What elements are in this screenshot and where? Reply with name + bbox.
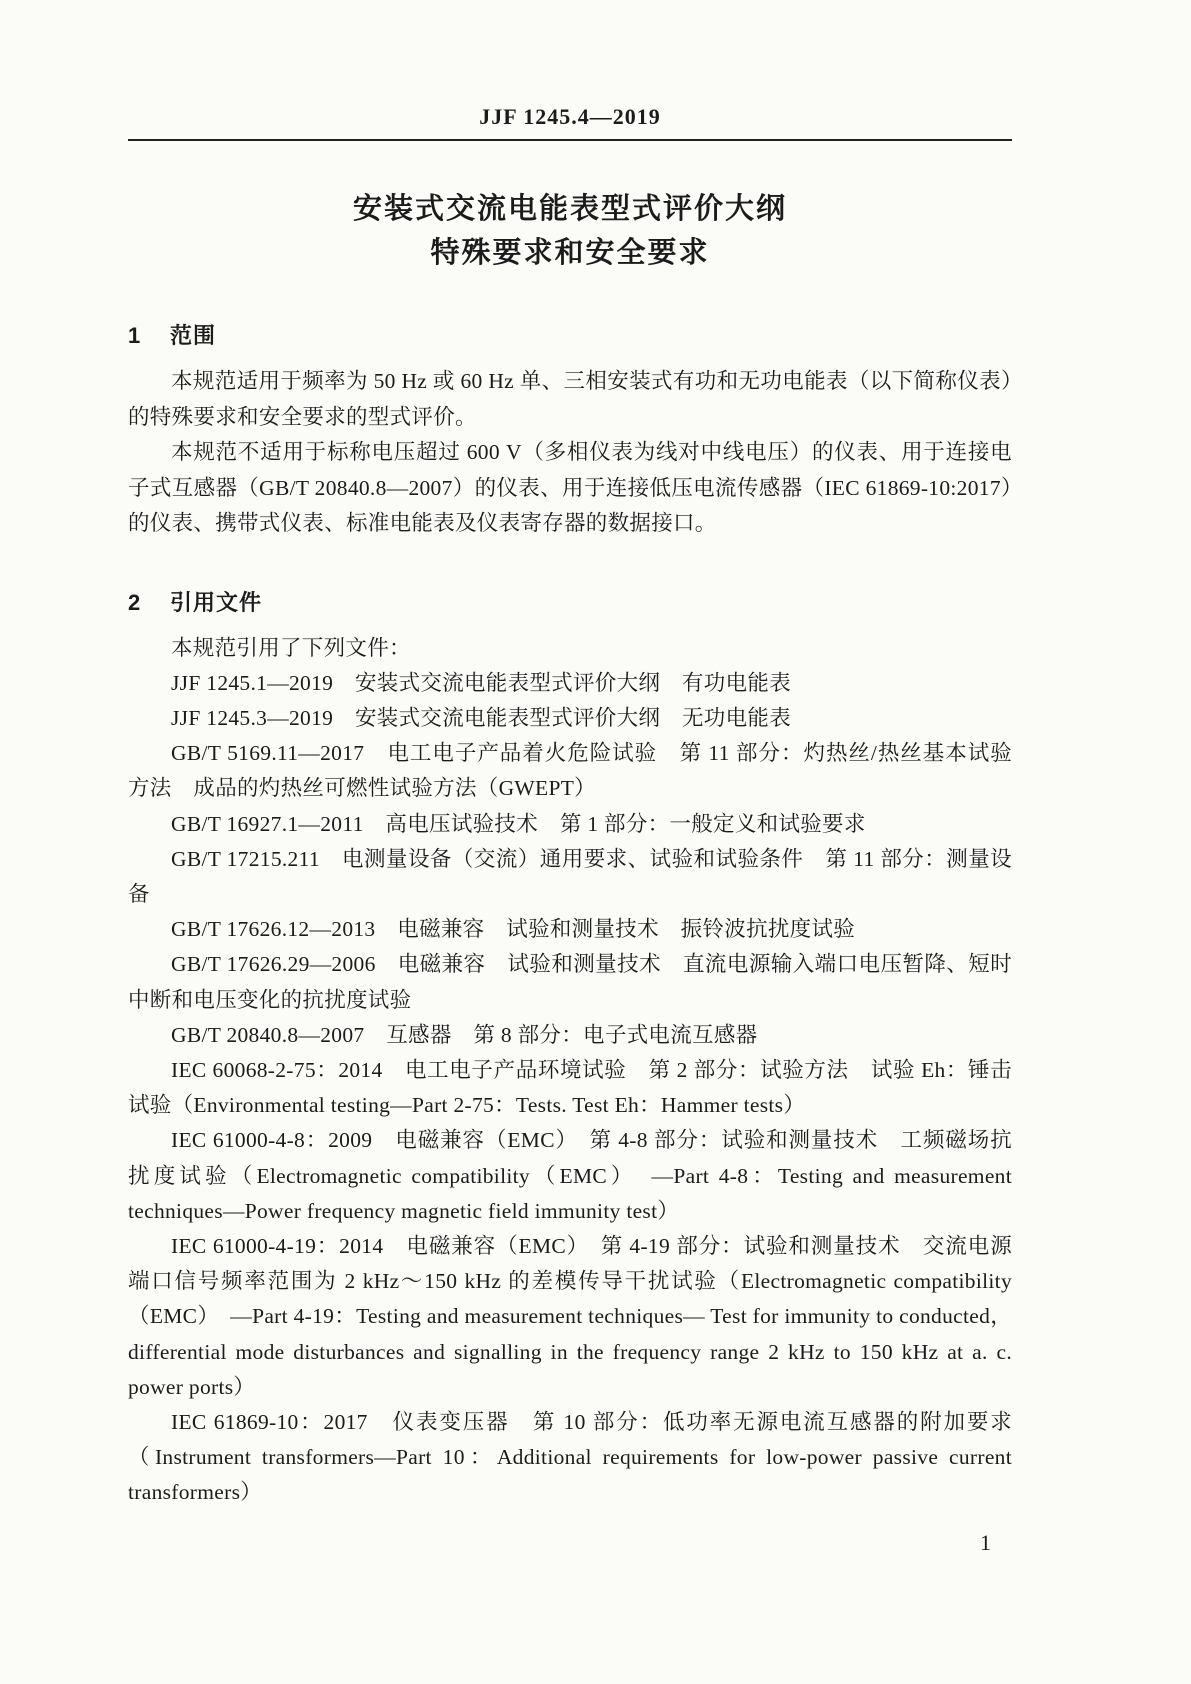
document-title-line1: 安装式交流电能表型式评价大纲 [352,193,787,225]
section-1-number: 1 [128,323,142,348]
reference-item: IEC 61000-4-19：2014 电磁兼容（EMC） 第 4-19 部分：试验和测量技术 交流电源端口信号频率范围为 2 kHz～150 kHz 的差模传导干扰试验（Electromagnetic compatibility（EMC） —Part 4-19：Testing and measurement techniques— Test for immunity to conducted，differential mode disturbances and signalling in the frequency range 2 kHz to 150 kHz at a. c. power ports） [128,1233,1012,1399]
scope-paragraph-2: 本规范不适用于标称电压超过 600 V（多相仪表为线对中线电压）的仪表、用于连接电子式互感器（GB/T 20840.8—2007）的仪表、用于连接低压电流传感器（IEC 61869-10:2017）的仪表、携带式仪表、标准电能表及仪表寄存器的数据接口。 [128,440,1012,535]
standard-number: JJF 1245.4—2019 [479,104,661,129]
reference-item: GB/T 17626.29—2006 电磁兼容 试验和测量技术 直流电源输入端口电压暂降、短时中断和电压变化的抗扰度试验 [128,952,1012,1012]
reference-item: GB/T 17215.211 电测量设备（交流）通用要求、试验和试验条件 第 11 部分：测量设备 [128,846,1012,906]
section-2-heading [128,586,1012,617]
reference-item: IEC 61000-4-8：2009 电磁兼容（EMC） 第 4-8 部分：试验和测量技术 工频磁场抗扰度试验（Electromagnetic compatibility（EMC） —Part 4-8：Testing and measurement techniques—Power frequency magnetic field immunity test） [128,1128,1012,1223]
reference-item: IEC 60068-2-75：2014 电工电子产品环境试验 第 2 部分：试验方法 试验 Eh：锤击试验（Environmental testing—Part 2-75：Tests. Test Eh：Hammer tests） [128,1057,1012,1118]
reference-item: JJF 1245.1—2019 安装式交流电能表型式评价大纲 有功电能表 [171,670,791,695]
reference-item: GB/T 17626.12—2013 电磁兼容 试验和测量技术 振铃波抗扰度试验 [171,917,856,942]
reference-item: GB/T 16927.1—2011 高电压试验技术 第 1 部分：一般定义和试验要求 [171,811,866,836]
document-page [128,0,1012,1511]
page-number: 1 [980,1530,991,1555]
section-2-title: 引用文件 [170,589,263,615]
reference-item: GB/T 5169.11—2017 电工电子产品着火危险试验 第 11 部分：灼热丝/热丝基本试验方法 成品的灼热丝可燃性试验方法（GWEPT） [128,741,1012,801]
scope-paragraph-1: 本规范适用于频率为 50 Hz 或 60 Hz 单、三相安装式有功和无功电能表（以下简称仪表）的特殊要求和安全要求的型式评价。 [128,369,1012,429]
document-title-line2: 特殊要求和安全要求 [430,237,710,269]
section-scope [128,319,1012,542]
section-1-heading [128,319,1012,350]
section-1-title: 范围 [170,323,217,348]
section-references [128,586,1012,1511]
reference-item: JJF 1245.3—2019 安装式交流电能表型式评价大纲 无功电能表 [171,705,791,730]
reference-item: IEC 61869-10：2017 仪表变压器 第 10 部分：低功率无源电流互感器的附加要求（Instrument transformers—Part 10：Additional requirements for low-power passive current transformers） [128,1409,1012,1505]
document-title [128,187,1012,275]
reference-item: GB/T 20840.8—2007 互感器 第 8 部分：电子式电流互感器 [171,1022,758,1047]
references-intro: 本规范引用了下列文件： [171,635,411,660]
header-rule [128,139,1012,141]
section-2-number: 2 [128,589,142,615]
